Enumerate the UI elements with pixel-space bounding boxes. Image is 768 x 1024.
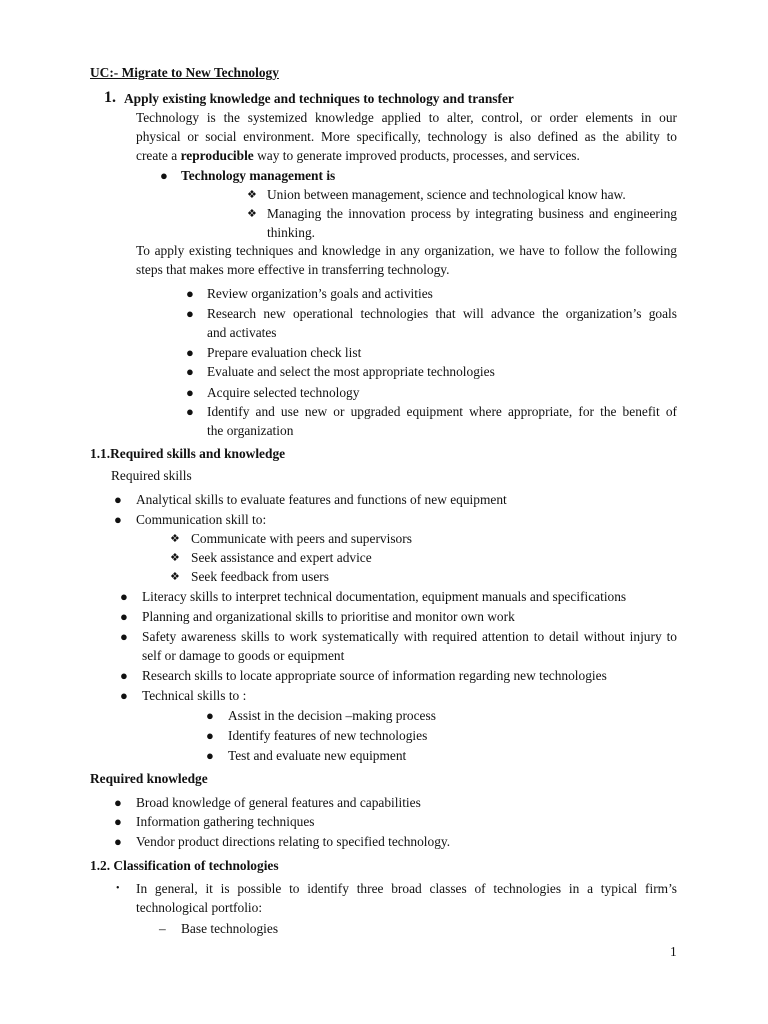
step-1: Review organization’s goals and activities (207, 286, 433, 301)
knowledge-item-1: Broad knowledge of general features and capabilities (136, 795, 421, 810)
bullet-icon: ● (206, 728, 214, 743)
tm-item-2: Managing the innovation process by integrating business and engineering (267, 206, 677, 221)
bullet-icon: ● (120, 668, 128, 683)
small-bullet-icon: • (116, 883, 120, 894)
tech-item-1: Assist in the decision –making process (228, 708, 436, 723)
para-line-3-pre: create a (136, 148, 181, 163)
apply-line-2: steps that makes more effective in transferring technology. (136, 262, 450, 277)
diamond-bullet-icon: ❖ (170, 571, 180, 583)
tm-item-1: Union between management, science and technological know haw. (267, 187, 626, 202)
apply-line-1: To apply existing techniques and knowledge in any organization, we have to follow the following (136, 243, 677, 258)
required-knowledge-heading: Required knowledge (90, 771, 208, 786)
required-skills-label: Required skills (111, 468, 192, 483)
step-3: Prepare evaluation check list (207, 345, 362, 360)
class-line-2: technological portfolio: (136, 900, 263, 915)
skill-planning: Planning and organizational skills to prioritise and monitor own work (142, 609, 515, 624)
knowledge-item-2: Information gathering techniques (136, 814, 315, 829)
skill-safety-cont: self or damage to goods or equipment (142, 648, 345, 663)
bullet-icon: ● (114, 795, 122, 810)
bullet-icon: ● (160, 168, 168, 183)
bullet-icon: ● (186, 345, 194, 360)
comm-item-3: Seek feedback from users (191, 569, 329, 584)
skill-literacy: Literacy skills to interpret technical documentation, equipment manuals and specifications (142, 589, 627, 604)
class-line-1: In general, it is possible to identify three broad classes of technologies in a typical firm’s (136, 881, 677, 896)
step-4: Evaluate and select the most appropriate technologies (207, 364, 495, 379)
document-title: UC:- Migrate to New Technology (90, 65, 279, 80)
comm-item-2: Seek assistance and expert advice (191, 550, 372, 565)
tm-label: Technology management is (181, 168, 336, 183)
bullet-icon: ● (120, 609, 128, 624)
bullet-icon: ● (206, 708, 214, 723)
para-line-3 (136, 147, 580, 164)
bullet-icon: ● (114, 492, 122, 507)
dash-bullet-icon: – (159, 921, 166, 936)
tech-item-2: Identify features of new technologies (228, 728, 428, 743)
bullet-icon: ● (186, 404, 194, 419)
bullet-icon: ● (120, 629, 128, 644)
section-1-number: 1. (104, 89, 116, 106)
section-1-2-heading: 1.2. Classification of technologies (90, 858, 279, 873)
step-6-cont: the organization (207, 423, 294, 438)
skill-safety: Safety awareness skills to work systematically with required attention to detail without injury to (142, 629, 677, 644)
bullet-icon: ● (186, 385, 194, 400)
step-2: Research new operational technologies that will advance the organization’s goals (207, 306, 677, 321)
step-6: Identify and use new or upgraded equipment where appropriate, for the benefit of (207, 404, 677, 419)
page-number: 1 (670, 944, 677, 959)
bullet-icon: ● (186, 306, 194, 321)
skill-analytical: Analytical skills to evaluate features and functions of new equipment (136, 492, 507, 507)
comm-item-1: Communicate with peers and supervisors (191, 531, 412, 546)
para-line-3-post: way to generate improved products, processes, and services. (253, 148, 580, 163)
bullet-icon: ● (186, 364, 194, 379)
skill-communication: Communication skill to: (136, 512, 267, 527)
skill-research: Research skills to locate appropriate source of information regarding new technologies (142, 668, 607, 683)
diamond-bullet-icon: ❖ (247, 208, 257, 220)
dash-item-base-tech: Base technologies (181, 921, 279, 936)
skill-technical: Technical skills to : (142, 688, 247, 703)
step-5: Acquire selected technology (207, 385, 360, 400)
tech-item-3: Test and evaluate new equipment (228, 748, 407, 763)
para-line-2: physical or social environment. More specifically, technology is also defined as the ability to (136, 129, 677, 144)
knowledge-item-3: Vendor product directions relating to specified technology. (136, 834, 451, 849)
section-1-heading: Apply existing knowledge and techniques to technology and transfer (124, 91, 514, 106)
section-1-1-heading: 1.1.Required skills and knowledge (90, 446, 286, 461)
para-line-3-bold: reproducible (180, 148, 254, 163)
bullet-icon: ● (186, 286, 194, 301)
bullet-icon: ● (120, 589, 128, 604)
step-2-cont: and activates (207, 325, 277, 340)
diamond-bullet-icon: ❖ (170, 533, 180, 545)
bullet-icon: ● (114, 512, 122, 527)
bullet-icon: ● (206, 748, 214, 763)
bullet-icon: ● (114, 814, 122, 829)
para-line-1: Technology is the systemized knowledge applied to alter, control, or order elements in our (136, 110, 677, 125)
diamond-bullet-icon: ❖ (247, 189, 257, 201)
bullet-icon: ● (114, 834, 122, 849)
tm-item-2-cont: thinking. (267, 225, 315, 240)
diamond-bullet-icon: ❖ (170, 552, 180, 564)
bullet-icon: ● (120, 688, 128, 703)
